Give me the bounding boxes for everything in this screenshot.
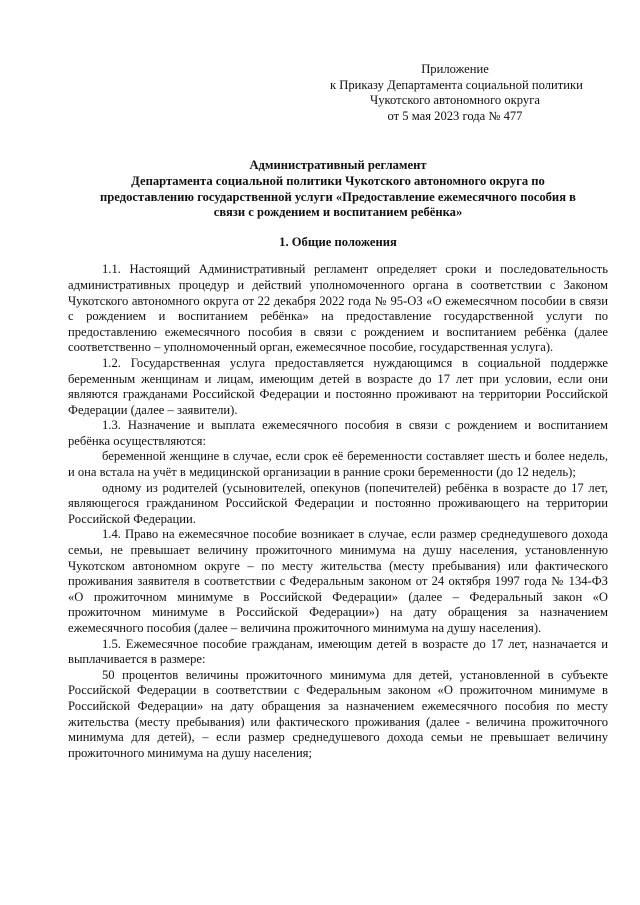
title-line-1: Административный регламент: [249, 158, 427, 173]
paragraph-1-2: 1.2. Государственная услуга предоставляется нуждающимся в социальной поддержке беременным женщинам и лицам, имеющим детей в возрасте до 17 лет при условии, если они являются гражданами Российской Федерации и постоянно проживают на территории Российской Федерации (далее – заявители).: [68, 355, 608, 417]
paragraph-1-5-item-1: 50 процентов величины прожиточного минимума для детей, установленной в субъекте Российской Федерации в соответствии с Федеральным законом «О прожиточном минимуме в Российской Федерации» на дату обращения за назначением ежемесячного пособия по месту жительства (месту пребывания) или фактического проживания (далее - величина прожиточного минимума для детей), – если размер среднедушевого дохода семьи не превышает величину прожиточного минимума на душу населения;: [68, 667, 608, 760]
paragraph-1-4: 1.4. Право на ежемесячное пособие возникает в случае, если размер среднедушевого дохода семьи, не превышает величину прожиточного минимума на душу населения, установленную Чукотском автономном округе – по месту жительства (месту пребывания) или фактического проживания заявителя в соответствии с Федеральным законом от 24 октября 1997 года № 134-ФЗ «О прожиточном минимуме в Российской Федерации» (далее – Федеральный закон «О прожиточном минимуме в Российской Федерации») на дату обращения за назначением ежемесячного пособия (далее – величина прожиточного минимума на душу населения).: [68, 527, 608, 635]
paragraph-1-3: 1.3. Назначение и выплата ежемесячного пособия в связи с рождением и воспитанием ребёнка осуществляются:: [68, 418, 608, 448]
appendix-line-2: к Приказу Департамента социальной политики: [330, 77, 583, 92]
title-line-4: связи с рождением и воспитанием ребёнка»: [213, 205, 463, 220]
document-page: [68, 62, 608, 761]
section-body: [68, 262, 608, 761]
paragraph-1-3-item-2: одному из родителей (усыновителей, опекунов (попечителей) ребёнка в возрасте до 17 лет, являющегося гражданином Российской Федерации и постоянно проживающего на территории Российской Федерации.: [68, 480, 608, 526]
paragraph-1-3-item-1: беременной женщине в случае, если срок её беременности составляет шесть и более недель, и она встала на учёт в медицинской организации в ранние сроки беременности (до 12 недель);: [68, 449, 608, 480]
title-line-2: Департамента социальной политики Чукотского автономного округа по: [131, 173, 545, 188]
title-line-3: предоставлению государственной услуги «Предоставление ежемесячного пособия в: [100, 189, 576, 204]
document-title: [68, 158, 608, 220]
appendix-line-3: Чукотского автономного округа: [370, 93, 540, 108]
appendix-block: [330, 62, 583, 124]
section-heading: 1. Общие положения: [279, 234, 397, 249]
appendix-line-1: Приложение: [421, 62, 489, 76]
paragraph-1-5: 1.5. Ежемесячное пособие гражданам, имеющим детей в возрасте до 17 лет, назначается и выплачивается в размере:: [68, 636, 608, 667]
paragraph-1-1: 1.1. Настоящий Административный регламент определяет сроки и последовательность административных процедур и действий уполномоченного органа в соответствии с Законом Чукотского автономного округа от 22 декабря 2022 года № 95-ОЗ «О ежемесячном пособии в связи с рождением и воспитанием ребёнка» на предоставление государственной услуги по предоставлению ежемесячного пособия в связи с рождением и воспитанием ребёнка (далее соответственно – уполномоченный орган, ежемесячное пособие, государственная услуга).: [68, 262, 608, 355]
appendix-line-4: от 5 мая 2023 года № 477: [387, 108, 523, 123]
